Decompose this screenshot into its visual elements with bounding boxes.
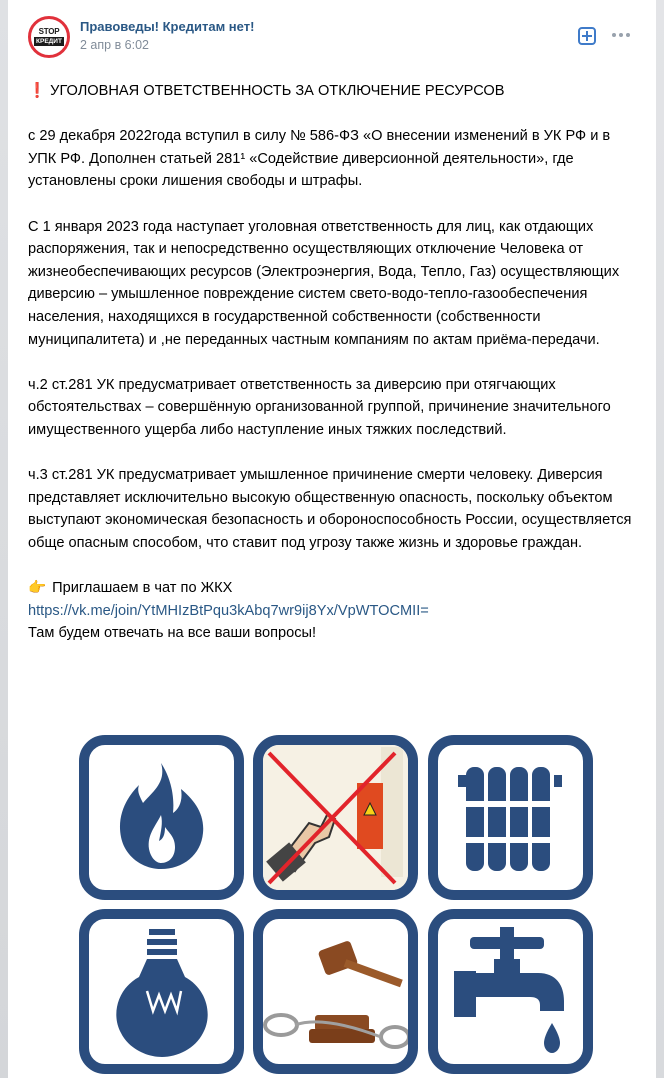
group-name-link[interactable]: Правоведы! Кредитам нет! <box>80 19 255 34</box>
gavel-handcuffs-icon <box>263 919 408 1064</box>
radiator-icon <box>438 745 583 890</box>
post-heading-text: УГОЛОВНАЯ ОТВЕТСТВЕННОСТЬ ЗА ОТКЛЮЧЕНИЕ РЕСУРСОВ <box>50 83 505 99</box>
post-paragraph-3: ч.2 ст.281 УК предусматривает ответственность за диверсию при отягчающих обстоятельствах – совершённую организованной группой, причинение значительного имущественного ущерба либо наступление иных тяжких последствий. <box>28 376 611 438</box>
post-paragraph-2: С 1 января 2023 года наступает уголовная ответственность для лиц, как отдающих распоряжения, так и непосредственно осуществляющих отключение Человека от жизнеобеспечивающих ресурсов (Электроэнергия, Вода, Тепло, Газ) осуществляющих диверсию – умышленное повреждение систем свето-водо-тепло-газообеспечения населения, находящихся в государственной собственности (собственности муниципалитета) и ,не переданных частным компаниям по актам приёма-передачи. <box>28 218 620 348</box>
post-invite <box>28 577 634 600</box>
post-heading <box>28 80 634 103</box>
post-closing: Там будем отвечать на все ваши вопросы! <box>28 625 317 642</box>
avatar-logo <box>34 28 64 46</box>
post-invite-text: Приглашаем в чат по ЖКХ <box>52 580 233 597</box>
tile-light-bulb <box>79 909 244 1074</box>
tile-water <box>428 909 593 1074</box>
more-dot-icon <box>626 33 630 37</box>
chat-link[interactable]: https://vk.me/join/YtMHIzBtPqu3kAbq7wr9ij8Yx/VpWTOCMII= <box>28 602 429 619</box>
more-dot-icon <box>619 33 623 37</box>
tile-radiator <box>428 735 593 900</box>
light-bulb-icon <box>89 919 234 1064</box>
more-options-button[interactable] <box>612 33 634 39</box>
no-switch-off-icon <box>263 745 408 890</box>
avatar-bar-text: КРЕДИТ <box>34 37 64 46</box>
gas-flame-icon <box>89 745 234 890</box>
avatar-stop-text: STOP <box>38 27 60 36</box>
add-button[interactable] <box>578 27 596 45</box>
water-tap-icon <box>438 919 583 1064</box>
post-paragraph-4: ч.3 ст.281 УК предусматривает умышленное причинение смерти человеку. Диверсия представляет исключительно высокую общественную опасность, поскольку объектом выступают экономическая безопасность и обороноспособность России, осуществляется обще опасным способом, что ставит под угрозу также жизнь и здоровье граждан. <box>28 467 632 551</box>
post-text <box>28 80 634 645</box>
tile-gavel <box>253 909 418 1074</box>
post-image[interactable] <box>79 735 593 1078</box>
post-paragraph-1: с 29 декабря 2022года вступил в силу № 586-ФЗ «О внесении изменений в УК РФ и в УПК РФ. Дополнен статьей 281¹ «Содействие диверсионной деятельности», где установлены сроки лишения свободы и штрафы. <box>28 128 611 190</box>
tile-no-switch-off <box>253 735 418 900</box>
avatar[interactable] <box>28 16 70 58</box>
exclamation-icon: ❗ <box>28 83 47 99</box>
tile-gas <box>79 735 244 900</box>
more-dot-icon <box>612 33 616 37</box>
pointing-hand-icon: 👉 <box>28 580 47 597</box>
post-card <box>8 0 656 1078</box>
post-date[interactable]: 2 апр в 6:02 <box>80 38 150 52</box>
